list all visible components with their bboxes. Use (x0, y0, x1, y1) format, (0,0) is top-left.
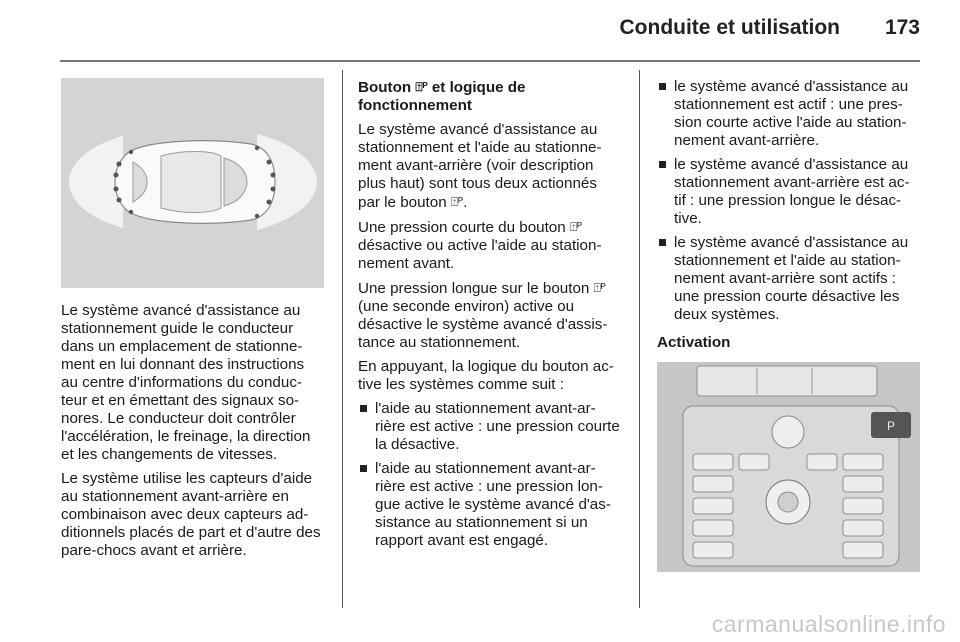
list-item: le système avancé d'assistance au stationnement et l'aide au station-nement avant-arrière sont actifs : une pression courte désactive les deux systèmes. (657, 234, 921, 324)
paragraph: Le système utilise les capteurs d'aide au stationnement avant-arrière en combinaison avec deux capteurs ad-ditionnels placés de part et d'autre des pare-chocs avant et arrière. (61, 470, 321, 559)
paragraph: Une pression longue sur le bouton ⍐ᴾ (une seconde environ) active ou désactive le système avancé d'assis-tance au stationnement. (358, 280, 608, 351)
bullet-list (657, 78, 921, 324)
svg-text:P: P (886, 419, 896, 433)
section-heading-button: Bouton ⍐ᴾ et logique de fonctionnement (358, 79, 526, 114)
bullet-list (358, 400, 622, 550)
bullet-icon (659, 161, 666, 168)
parking-assist-icon: ⍐ᴾ (415, 80, 428, 94)
list-item: le système avancé d'assistance au stationnement est actif : une pres-sion courte active l'aide au station-nement avant-arrière. (657, 78, 921, 150)
activation-heading: Activation (657, 334, 731, 351)
column-3 (657, 78, 921, 330)
list-item: l'aide au stationnement avant-ar-rière est active : une pression lon-gue active le système avancé d'as-sistance au stationnement si un rapport avant est engagé. (358, 460, 622, 550)
paragraph: Une pression courte du bouton ⍐ᴾ désactive ou active l'aide au station-nement avant. (358, 219, 602, 272)
bullet-icon (659, 239, 666, 246)
list-item: l'aide au stationnement avant-ar-rière est active : une pression courte la désactive. (358, 400, 622, 454)
column-1 (61, 302, 325, 566)
paragraph: Le système avancé d'assistance au stationnement guide le conducteur dans un emplacement de stationne-ment en lui donnant des instructions au centre d'informations du conduc-teur et en émettant des signaux so-nores. Le conducteur doit contrôler l'accélération, le freinage, la direction et les changements de vitesses. (61, 302, 311, 463)
header-divider (60, 60, 920, 62)
parking-assist-illustration (61, 78, 324, 288)
parking-assist-icon: ⍐ᴾ (450, 195, 464, 209)
column-divider-1 (342, 70, 343, 608)
paragraph: Le système avancé d'assistance au stationnement et l'aide au stationne-ment avant-arrière (voir description plus haut) sont tous deux actionnés par le bouton ⍐ᴾ. (358, 121, 602, 211)
page-title: Conduite et utilisation (619, 16, 840, 39)
watermark: carmanualsonline.info (711, 611, 946, 637)
list-item: le système avancé d'assistance au stationnement avant-arrière est ac-tif : une pression longue le désac-tive. (657, 156, 921, 228)
parking-assist-icon: ⍐ᴾ (569, 220, 583, 234)
page-number: 173 (884, 16, 920, 39)
bullet-icon (659, 83, 666, 90)
column-divider-2 (639, 70, 640, 608)
paragraph: En appuyant, la logique du bouton ac-tive les systèmes comme suit : (358, 358, 614, 393)
bullet-icon (360, 405, 367, 412)
column-2 (358, 78, 622, 556)
parking-assist-icon: ⍐ᴾ (593, 281, 606, 295)
bullet-icon (360, 465, 367, 472)
center-console-photo (657, 362, 920, 572)
